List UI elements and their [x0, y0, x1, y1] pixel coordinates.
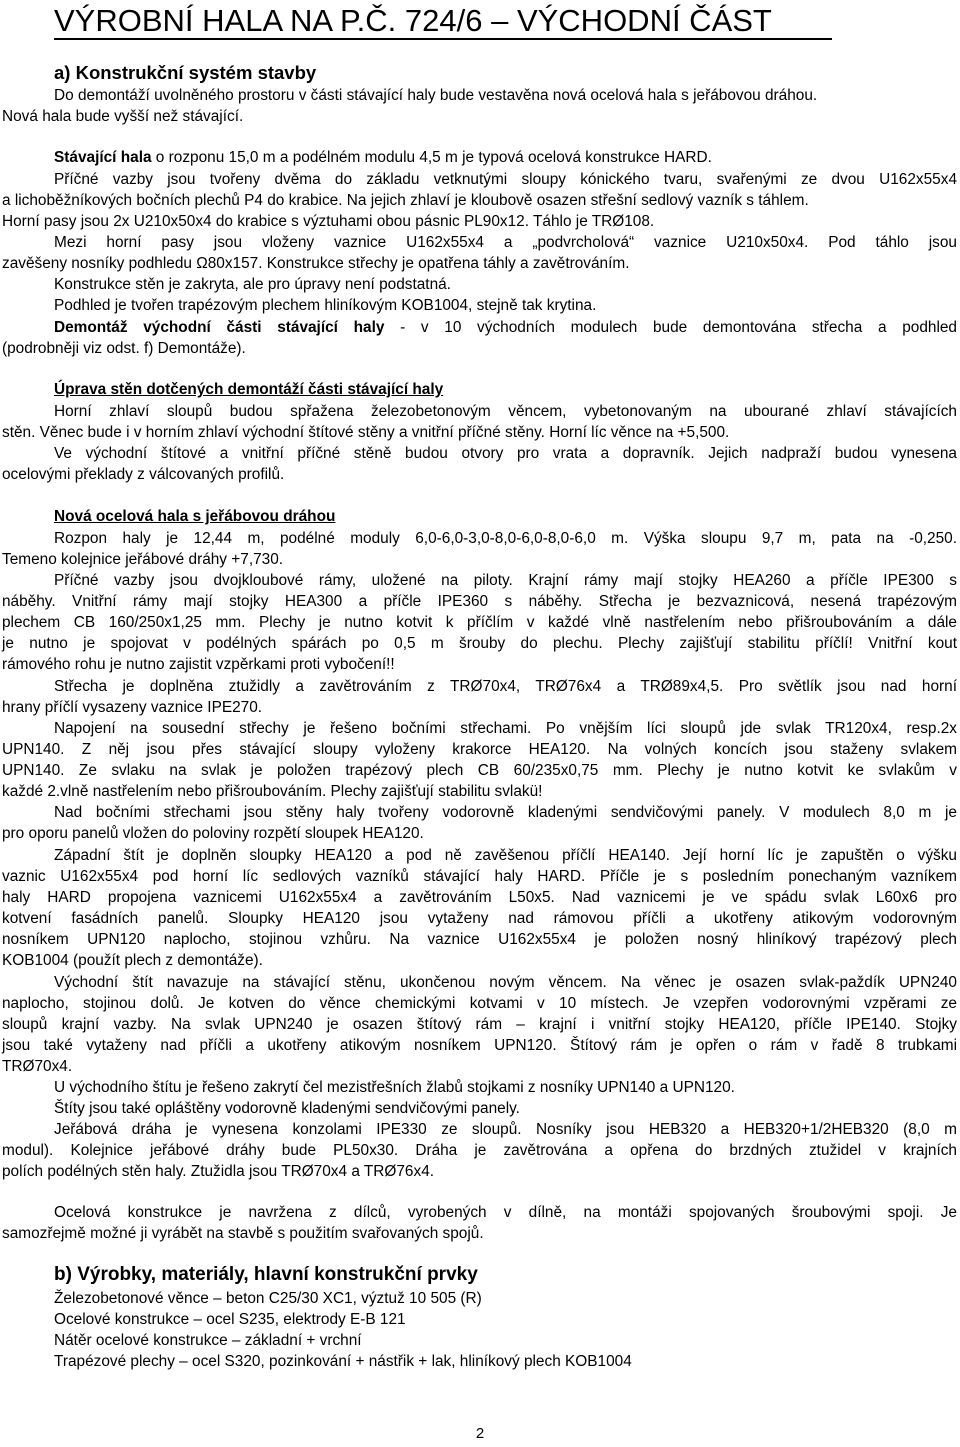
body-line: Západní štít je doplněn sloupky HEA120 a pod ně zavěšenou příčlí HEA140. Její horní líc je zapuštěn o výšku — [54, 847, 957, 864]
body-line: hrany příčlí vysazeny vaznice IPE270. — [2, 699, 263, 716]
list-item: Trapézové plechy – ocel S320, pozinkování + nástřik + lak, hliníkový plech KOB1004 — [54, 1353, 632, 1370]
body-line: Konstrukce stěn je zakryta, ale pro úpravy není podstatná. — [54, 276, 451, 293]
body-line: Štíty jsou také opláštěny vodorovně kladenými sendvičovými panely. — [54, 1100, 520, 1117]
body-line: každé 2.vlně nastřelením nebo přišroubováním. Plechy zajišťují stabilitu svlakü! — [2, 783, 543, 800]
demolition-line — [54, 318, 957, 338]
body-line: Střecha je doplněna ztužidly a zavětrováním z TRØ70x4, TRØ76x4 a TRØ89x4,5. Pro světlík jsou nad horní — [54, 678, 957, 695]
list-item: Ocelové konstrukce – ocel S235, elektrody E-B 121 — [54, 1311, 406, 1328]
page-title: VÝROBNÍ HALA NA P.Č. 724/6 – VÝCHODNÍ ČÁST — [54, 4, 832, 40]
body-line: plechem CB 160/250x1,25 mm. Plechy je nutno kotvit k příčlím v každé vlně nastřelením nebo přišroubováním a dále — [2, 614, 957, 631]
existing-hall-bold: Stávající hala — [54, 149, 152, 166]
body-line: Napojení na sousední střechy je řešeno bočními střechami. Po vnějším líci sloupů jde svlak TR120x4, resp.2x — [54, 720, 957, 737]
existing-hall-lead — [54, 148, 957, 168]
body-line: Ocelová konstrukce je navržena z dílců, vyrobených v dílně, na montáži spojovaných šroubovými spoji. Je — [54, 1204, 957, 1221]
body-line: ocelovými překlady z válcovaných profilů. — [2, 466, 285, 483]
demolition-rest: - v 10 východních modulech bude demontována střecha a podhled — [384, 319, 957, 336]
body-line: modul). Kolejnice jeřábové dráhy bude PL50x30. Dráha je zavětrována a opřena do brzdných ztužidel v krajních — [2, 1142, 957, 1159]
body-line: UPN140. Z něj jsou přes stávající sloupy vyloženy krakorce HEA120. Na volných koncích jsou staženy svlakem — [2, 741, 957, 758]
body-line: Horní zhlaví sloupů budou spřažena železobetonovým věncem, vybetonovaným na ubourané zhlaví stávajících — [54, 403, 957, 420]
body-line: náběhy. Vnitřní rámy mají stojky HEA300 a příčle IPE360 s náběhy. Střecha je bezvaznicová, nesená trapézovým — [2, 593, 957, 610]
demolition-bold: Demontáž východní části stávající haly — [54, 319, 385, 336]
body-line: a lichoběžníkových bočních plechů P4 do krabice. Na jejich zhlaví je kloubově osazen střešní sedlový vazník s táhlem. — [2, 192, 809, 209]
body-line: Horní pasy jsou 2x U210x50x4 do krabice s výztuhami obou pásnic PL90x12. Táhlo je TRØ108. — [2, 213, 655, 230]
body-line: Temeno kolejnice jeřábové dráhy +7,730. — [2, 551, 284, 568]
body-line: vaznic U162x55x4 pod horní líc sedlových vazníků stávající haly HARD. Příčle je s posledním ponechaným vazníkem — [2, 868, 957, 885]
body-line: nosníkem UPN120 naplocho, stojinou vzhůru. Na vaznice U162x55x4 je položen nosný hliníkový trapézový plech — [2, 931, 957, 948]
body-line: (podrobněji viz odst. f) Demontáže). — [2, 340, 246, 357]
body-line: kotvení fasádních panelů. Sloupky HEA120 jsou vytaženy nad rámovou příčli a ukotřeny atikovým vodorovným — [2, 910, 957, 927]
walls-heading: Úprava stěn dotčených demontáží části stávající haly — [54, 381, 444, 398]
existing-hall-rest: o rozponu 15,0 m a podélném modulu 4,5 m je typová ocelová konstrukce HARD. — [151, 149, 712, 166]
body-line: TRØ70x4. — [2, 1058, 73, 1075]
body-line: U východního štítu je řešeno zakrytí čel mezistřešních žlabů stojkami z nosníky UPN140 a UPN120. — [54, 1079, 735, 1096]
body-line: zavěšeny nosníky podhledu Ω80x157. Konstrukce střechy je opatřena táhly a zavětrováním. — [2, 255, 630, 272]
body-line: Mezi horní pasy jsou vloženy vaznice U162x55x4 a „podvrcholová“ vaznice U210x50x4. Pod táhlo jsou — [54, 234, 957, 251]
body-line: stěn. Věnec bude i v horním zhlaví východní štítové stěny a vnitřní příčné stěny. Horní líc věnce na +5,500. — [2, 424, 730, 441]
list-item: Železobetonové věnce – beton C25/30 XC1, výztuž 10 505 (R) — [54, 1290, 482, 1307]
section-b-heading: b) Výrobky, materiály, hlavní konstrukční prvky — [54, 1264, 478, 1285]
body-line: Východní štít navazuje na stávající stěnu, ukončenou novým věncem. Na věnec je osazen svlak-paždík UPN240 — [54, 974, 957, 991]
body-line: polích podélných stěn haly. Ztužidla jsou TRØ70x4 a TRØ76x4. — [2, 1163, 435, 1180]
body-line: jsou také vytaženy nad příčli a ukotřeny atikovým nosníkem UPN120. Štítový rám je opřen o rám v řadě 8 trubkami — [2, 1037, 957, 1054]
body-line: Jeřábová dráha je vynesena konzolami IPE330 ze sloupů. Nosníky jsou HEB320 a HEB320+1/2HEB320 (8,0 m — [54, 1121, 957, 1138]
body-line: Nad bočními střechami jsou stěny haly tvořeny vodorovně kladenými sendvičovými panely. V modulech 8,0 m je — [54, 804, 957, 821]
body-line: haly HARD propojena vaznicemi U162x55x4 a zavětrováním L50x5. Nad vaznicemi je ve spádu svlak L60x6 pro — [2, 889, 957, 906]
body-line: Rozpon haly je 12,44 m, podélné moduly 6,0-6,0-3,0-8,0-6,0-8,0-6,0 m. Výška sloupu 9,7 m, pata na -0,250. — [54, 530, 957, 547]
body-line: Příčné vazby jsou dvojkloubové rámy, uložené na piloty. Krajní rámy mají stojky HEA260 a příčle IPE300 s — [54, 572, 957, 589]
body-line: rámového rohu je nutno zajistit vzpěrkami proti vybočení!! — [2, 656, 395, 673]
body-line: samozřejmě možné ji vyrábět na stavbě s použitím svařovaných spojů. — [2, 1225, 484, 1242]
body-line: sloupů krajní vazby. Na svlak UPN240 je osazen štítový rám – krajní i vnitřní stojky HEA120, příčle IPE140. Stojky — [2, 1016, 957, 1033]
body-line: naplocho, stojinou dolů. Je kotven do věnce chemickými kotvami v 10 místech. Je vzepřen vodorovnými vzpěrami ze — [2, 995, 957, 1012]
new-hall-heading: Nová ocelová hala s jeřábovou dráhou — [54, 508, 336, 525]
body-line: Ve východní štítové a vnitřní příčné stěně budou otvory pro vrata a dopravník. Jejich nadpraží budou vynesena — [54, 445, 957, 462]
body-line: pro oporu panelů vložen do poloviny rozpětí sloupek HEA120. — [2, 825, 424, 842]
body-line: Příčné vazby jsou tvořeny dvěma do základu vetknutými sloupy kónického tvaru, svařenými ze dvou U162x55x4 — [54, 171, 957, 188]
body-line: Do demontáží uvolněného prostoru v části stávající haly bude vestavěna nová ocelová hala s jeřábovou dráhou. — [54, 87, 818, 104]
body-line: KOB1004 (použít plech z demontáže). — [2, 952, 263, 969]
list-item: Nátěr ocelové konstrukce – základní + vrchní — [54, 1332, 362, 1349]
body-line: UPN140. Ze svlaku na svlak je položen trapézový plech CB 60/235x0,75 mm. Plechy je nutno kotvit ke svlakům v — [2, 762, 957, 779]
body-line: Nová hala bude vyšší než stávající. — [2, 108, 244, 125]
body-line: je nutno je spojovat v podélných spárách po 0,5 m šrouby do plechu. Plechy zajišťují stabilitu příčlí! Vnitřní kout — [2, 635, 957, 652]
page-number: 2 — [475, 1425, 485, 1442]
body-line: Podhled je tvořen trapézovým plechem hliníkovým KOB1004, stejně tak krytina. — [54, 297, 597, 314]
section-a-heading: a) Konstrukční systém stavby — [54, 62, 317, 83]
